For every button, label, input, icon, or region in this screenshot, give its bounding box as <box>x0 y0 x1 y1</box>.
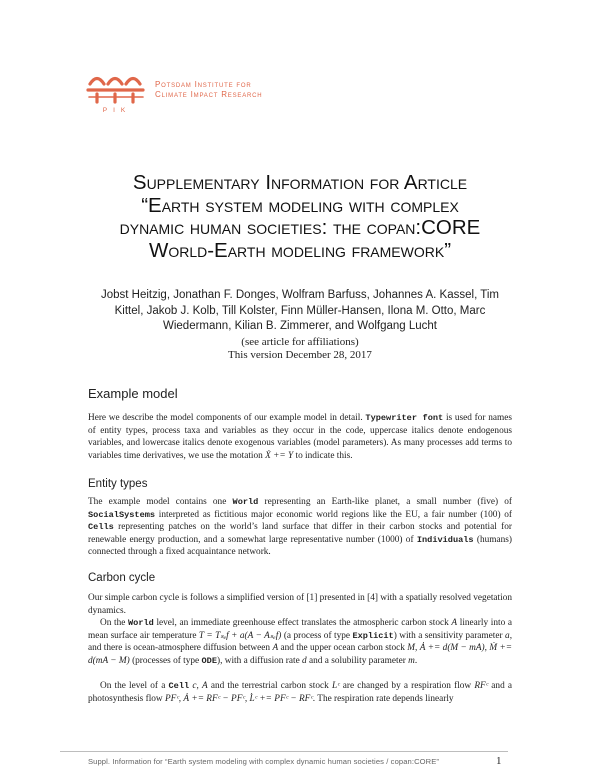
title-line-2: “Earth system modeling with complex <box>141 193 459 217</box>
intro-paragraph: Here we describe the model components of our example model in detail. Typewriter font is used for names of entity types, process taxa and variables as they occur in the code, uppercase italics denote endogenous variables, and lowercase italics denote exogenous variables (model parameters). As many processes add terms to variables time derivatives, we use the motation Ẋ += Y to indicate this. <box>88 413 513 461</box>
math-inline: PFᶜ, Ȧ += RFᶜ − PFᶜ, L̇ᶜ += PFᶜ − RFᶜ <box>164 693 313 704</box>
affiliation-note: (see article for affiliations) <box>241 336 359 348</box>
code-text: Cell <box>168 681 190 691</box>
math-inline: Ẋ += Y <box>265 450 294 461</box>
code-text: SocialSystems <box>88 509 156 520</box>
code-text: Cells <box>88 522 114 532</box>
title-line-1: Supplementary Information for Article <box>132 171 468 194</box>
paper-title <box>60 172 540 262</box>
section-heading-example-model: Example model <box>88 386 178 401</box>
institute-name <box>155 80 262 100</box>
code-text: Individuals <box>416 534 474 545</box>
version-date: This version December 28, 2017 <box>228 348 372 361</box>
authors-line-2: Kittel, Jakob J. Kolb, Till Kolster, Finn Müller-Hansen, Ilona M. Otto, Marc <box>114 304 486 317</box>
affiliation-block <box>60 336 540 361</box>
entity-types-paragraph: The example model contains one World representing an Earth-like planet, a small number (five) of SocialSystems interpreted as fictitious major economic world regions like the EU, a fair number (100) of Cells representing patches on the world’s land surface that differ in their carbon stocks and potential for renewable energy production, and a somewhat large representative number (1000) of Individuals (humans) connected through a fixed acquaintance network. <box>88 497 513 557</box>
page-number: 1 <box>496 755 502 767</box>
math-inline: M, Ȧ += d(M − mA), Ṁ += d(mA − M) <box>88 643 513 666</box>
author-list <box>80 288 520 335</box>
footer-divider <box>60 751 508 752</box>
institute-line-1: Potsdam Institute for <box>155 80 252 89</box>
carbon-paragraph-1: Our simple carbon cycle is follows a simplified version of [1] presented in [4] with a spatially resolved vegetation dynamics. <box>88 593 512 616</box>
logo-wordmark: PIK <box>102 107 132 114</box>
code-text: World <box>128 618 154 628</box>
math-inline: T = Tₛₑf + a(A − Aₛₑf) <box>198 630 282 641</box>
pik-logo <box>86 68 146 108</box>
subsection-heading-carbon-cycle: Carbon cycle <box>88 572 156 584</box>
code-text: World <box>232 497 259 507</box>
title-line-3: dynamic human societies: the copan:CORE <box>119 216 481 239</box>
carbon-paragraph-3: On the level of a Cell c, A and the terrestrial carbon stock Lᶜ are changed by a respiration flow RFᶜ and a photosynthesis flow PFᶜ, Ȧ += RFᶜ − PFᶜ, L̇ᶜ += PFᶜ − RFᶜ. The respiration rate depends linearly <box>88 681 513 704</box>
authors-line-3: Wiedermann, Kilian B. Zimmerer, and Wolfgang Lucht <box>163 320 437 332</box>
code-text: Explicit <box>352 630 394 641</box>
running-footer: Suppl. Information for “Earth system modeling with complex dynamic human societies / copan:CORE” <box>88 757 440 766</box>
institute-line-2: Climate Impact Research <box>155 90 263 99</box>
authors-line-1: Jobst Heitzig, Jonathan F. Donges, Wolfram Barfuss, Johannes A. Kassel, Tim <box>100 289 499 301</box>
carbon-paragraph-2: On the World level, an immediate greenhouse effect translates the atmospheric carbon stock A linearly into a mean surface air temperature T = Tₛₑf + a(A − Aₛₑf) (a process of type Explicit) with a sensitivity parameter a, and there is ocean-atmosphere diffusion between A and the upper ocean carbon stock M, Ȧ += d(M − mA), Ṁ += d(mA − M) (processes of type ODE), with a diffusion rate d and a solubility parameter m. <box>88 618 513 666</box>
subsection-heading-entity-types: Entity types <box>88 478 148 490</box>
title-line-4: World-Earth modeling framework” <box>148 238 452 262</box>
code-text: Typewriter font <box>365 413 444 423</box>
pik-logo-icon <box>86 68 146 108</box>
code-text: ODE <box>201 655 217 666</box>
